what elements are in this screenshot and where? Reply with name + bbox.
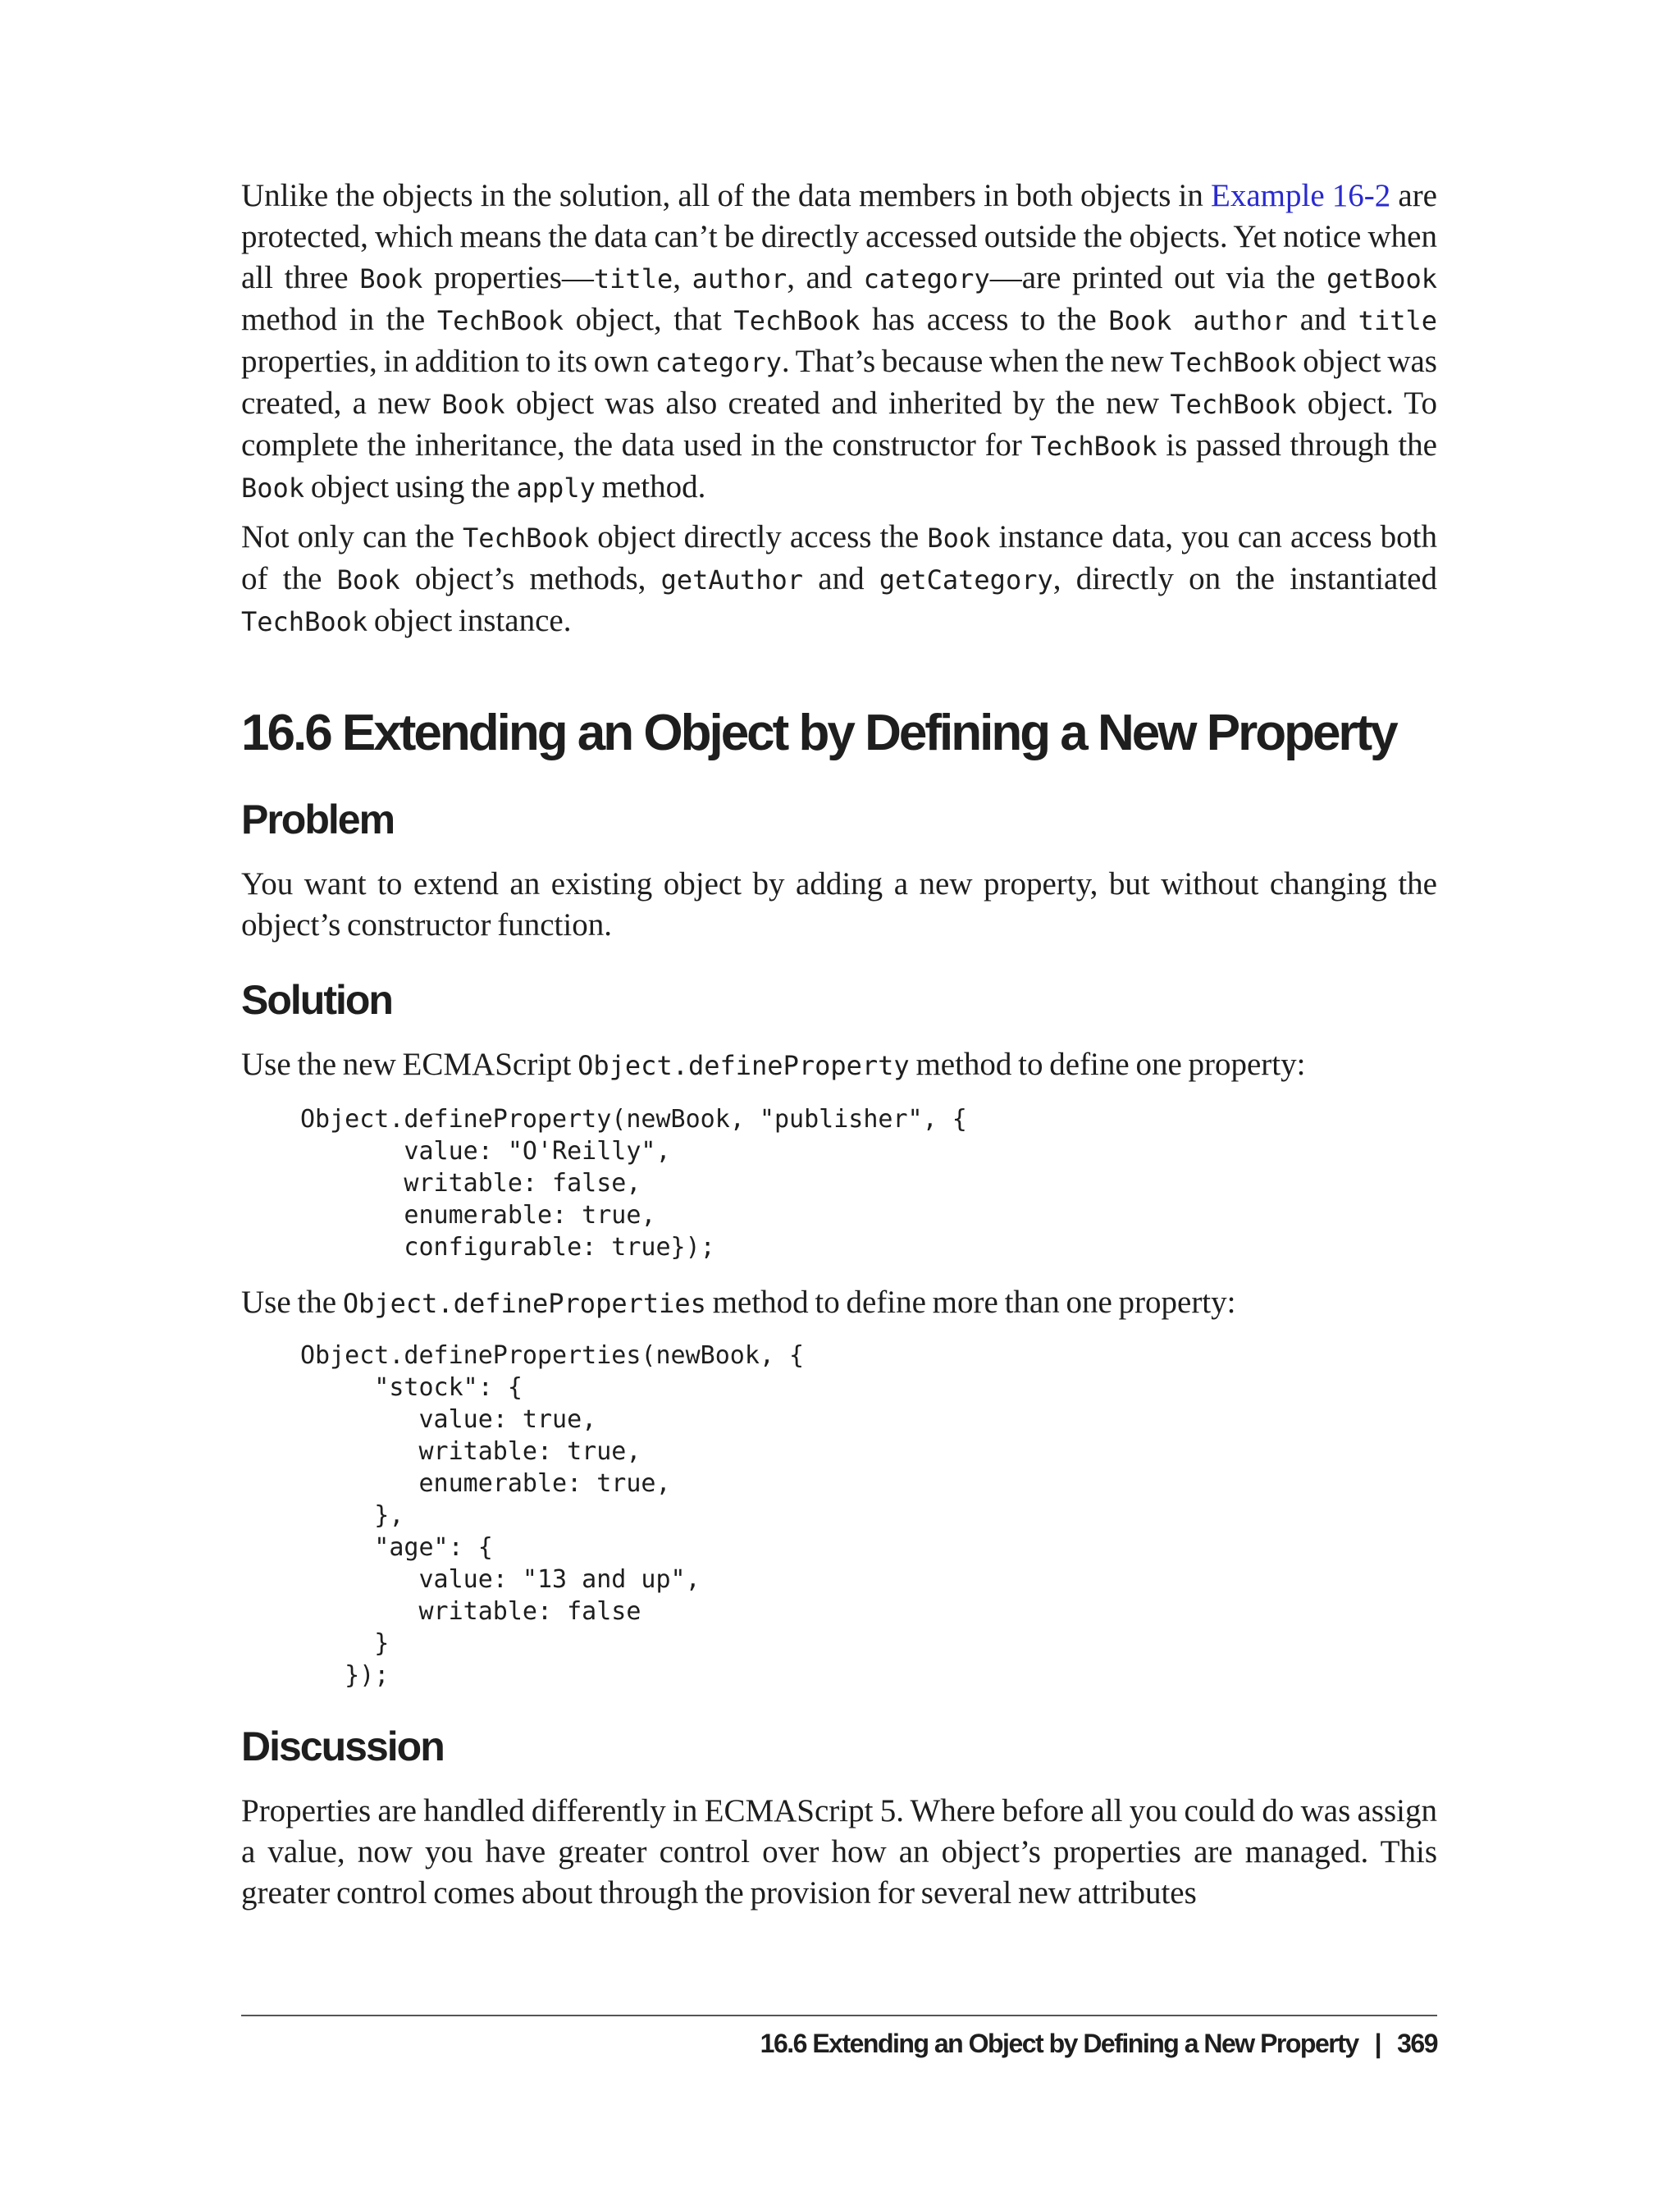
solution-text-1 <box>241 1044 1437 1086</box>
code-define-property: Object.defineProperty(newBook, "publisher", { value: "O'Reilly", writable: false, enumerable: true, configurable: true}); <box>300 1105 967 1262</box>
text-run: —are printed out via the <box>989 260 1327 295</box>
section-title: 16.6 Extending an Object by Defining a New Property <box>241 705 1396 761</box>
inline-code: title <box>593 263 673 294</box>
inline-code: TechBook <box>1030 431 1157 462</box>
inline-code: TechBook <box>436 305 564 336</box>
inline-code: getBook <box>1326 263 1438 294</box>
text-run: object using the <box>304 469 517 504</box>
text-run: object was also created and inherited by the new <box>504 386 1171 421</box>
footer-separator: | <box>1374 2029 1381 2058</box>
text-run: Properties are handled differently in ECMAScript 5. Where before all you could do was assign a value, now you have greater control over how an object’s properties are managed. This greater control comes about through the provision for several new attributes <box>241 1793 1437 1911</box>
footer-running-title: 16.6 Extending an Object by Defining a New Property <box>760 2029 1358 2058</box>
text-run: method to define more than one property: <box>705 1285 1236 1320</box>
text-run: object, that <box>564 302 734 337</box>
text-run: are protected, which means the data can’t be directly accessed outside the objects. Yet notice when all three <box>241 178 1437 295</box>
inline-code: TechBook <box>463 523 590 554</box>
text-run: and <box>803 561 879 596</box>
inline-code: category <box>863 263 990 294</box>
page-footer <box>760 2029 1437 2059</box>
inline-code: TechBook <box>733 305 861 336</box>
intro-section <box>241 176 1437 640</box>
text-run: object directly access the <box>589 519 928 555</box>
text-run: object’s methods, <box>399 561 661 596</box>
inline-code: TechBook <box>1170 389 1297 420</box>
inline-code: Book <box>441 389 505 420</box>
text-run: instance data, you can access both of the <box>241 519 1437 596</box>
page-number: 369 <box>1397 2029 1437 2058</box>
problem-heading: Problem <box>241 797 395 842</box>
text-run: Not only can the <box>241 519 463 555</box>
text-run: , directly on the instantiated <box>1052 561 1437 596</box>
text-run: You want to extend an existing object by adding a new property, but without changing the object’s constructor function. <box>241 866 1437 943</box>
text-run: Use the new ECMAScript <box>241 1047 578 1082</box>
discussion-heading: Discussion <box>241 1723 444 1769</box>
text-run: is passed through the <box>1157 427 1437 463</box>
text-run: and <box>1288 302 1358 337</box>
problem-text <box>241 864 1437 946</box>
text-run: properties, in addition to its own <box>241 344 655 379</box>
text-run: , and <box>787 260 864 295</box>
text-run: . That’s because when the new <box>781 344 1171 379</box>
text-run: Use the <box>241 1285 343 1320</box>
inline-code: Book <box>927 523 991 554</box>
inline-code: apply <box>516 472 596 504</box>
inline-code: category <box>655 347 782 378</box>
discussion-text <box>241 1791 1437 1914</box>
inline-code: Book author <box>1108 305 1289 336</box>
inline-code: Book <box>241 472 305 504</box>
inline-code: TechBook <box>1170 347 1297 378</box>
cross-reference-link[interactable]: Example 16-2 <box>1211 178 1391 213</box>
inline-code: Object.defineProperties <box>342 1288 706 1319</box>
inline-code: getCategory <box>879 564 1053 596</box>
intro-paragraph-1 <box>241 176 1437 504</box>
inline-code: Book <box>336 564 400 596</box>
solution-heading: Solution <box>241 977 392 1023</box>
text-run: Unlike the objects in the solution, all of the data members in both objects in <box>241 178 1212 213</box>
text-run: object instance. <box>368 603 572 638</box>
text-run: object was created, a new <box>241 344 1437 421</box>
solution-text-2 <box>241 1282 1437 1324</box>
text-run: method in the <box>241 302 437 337</box>
inline-code: title <box>1358 305 1437 336</box>
text-run: object. To complete the inheritance, the data used in the constructor for <box>241 386 1438 463</box>
text-run: has access to the <box>860 302 1109 337</box>
text-run: properties— <box>422 260 594 295</box>
inline-code: Object.defineProperty <box>578 1050 910 1081</box>
inline-code: TechBook <box>241 606 368 637</box>
inline-code: getAuthor <box>660 564 804 596</box>
footer-rule <box>241 2015 1437 2016</box>
text-run: , <box>673 260 692 295</box>
intro-paragraph-2 <box>241 517 1437 640</box>
code-define-properties: Object.defineProperties(newBook, { "stock": { value: true, writable: true, enumerable: true, }, "age": { value: "13 and up", writable: false } }); <box>300 1341 805 1690</box>
inline-code: author <box>692 263 788 294</box>
text-run: method to define one property: <box>909 1047 1306 1082</box>
inline-code: Book <box>359 263 423 294</box>
text-run: method. <box>595 469 706 504</box>
